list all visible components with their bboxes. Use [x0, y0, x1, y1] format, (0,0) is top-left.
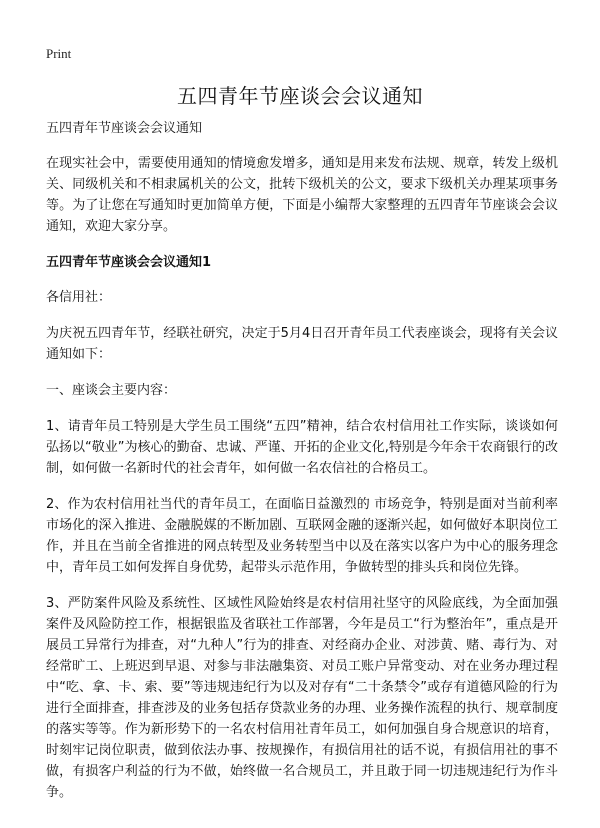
- list-item: 3、严防案件风险及系统性、区域性风险始终是农村信用社坚守的风险底线，为全面加强案件及风险防控工作，根据银监及省联社工作部署，今年是员工“行为整治年”，重点是开展员工异常行为排查，对“九种人”行为的排查、对经商办企业、对涉黄、赌、毒行为、对经常旷工、上班迟到早退、对参与非法融集资、对员工账户异常变动、对在业务办理过程中“吃、拿、卡、索、要”等违规违纪行为以及对存有“二十条禁令”或存有道德风险的行为进行全面排查，排查涉及的业务包括存贷款业务的办理、业务操作流程的执行、规章制度的落实等等。作为新形势下的一名农村信用社青年员工，如何加强自身合规意识的培育，时刻牢记岗位职责，做到依法办事、按规操作，有损信用社的话不说，有损信用社的事不做，有损客户利益的行为不做，始终做一名合规员工，并且敢于同一切违规违纪行为作斗争。: [46, 596, 558, 800]
- document-subtitle: 五四青年节座谈会会议通知: [46, 121, 203, 136]
- opening-paragraph: 为庆祝五四青年节，经联社研究，决定于5月4日召开青年员工代表座谈会，现将有关会议通知如下：: [46, 326, 558, 362]
- print-link[interactable]: Print: [46, 46, 72, 61]
- salutation: 各信用社：: [46, 290, 112, 305]
- section-heading: 五四青年节座谈会会议通知1: [46, 255, 212, 270]
- list-item: 2、作为农村信用社当代的青年员工，在面临日益激烈的 市场竞争，特别是面对当前利率市场化的深入推进、金融脱媒的不断加剧、互联网金融的逐渐兴起，如何做好本职岗位工作，并且在当前全省推进的网点转型及业务转型当中以及在落实以客户为中心的服务理念中，青年员工如何发挥自身优势，起带头示范作用，争做转型的排头兵和岗位先锋。: [46, 497, 558, 575]
- intro-paragraph: 在现实社会中，需要使用通知的情境愈发增多，通知是用来发布法规、规章，转发上级机关、同级机关和不相隶属机关的公文，批转下级机关的公文，要求下级机关办理某项事务等。为了让您在写通知时更加简单方便，下面是小编帮大家整理的五四青年节座谈会会议通知，欢迎大家分享。: [46, 156, 558, 234]
- list-item: 1、请青年员工特别是大学生员工围绕“五四”精神，结合农村信用社工作实际，谈谈如何弘扬以“敬业”为核心的勤奋、忠诚、严谨、开拓的企业文化,特别是今年余干农商银行的改制，如何做一名新时代的社会青年，如何做一名农信社的合格员工。: [46, 419, 558, 476]
- page-title: 五四青年节座谈会会议通知: [177, 84, 423, 108]
- document-body: [46, 118, 558, 818]
- topic-heading: 一、座谈会主要内容：: [46, 383, 177, 398]
